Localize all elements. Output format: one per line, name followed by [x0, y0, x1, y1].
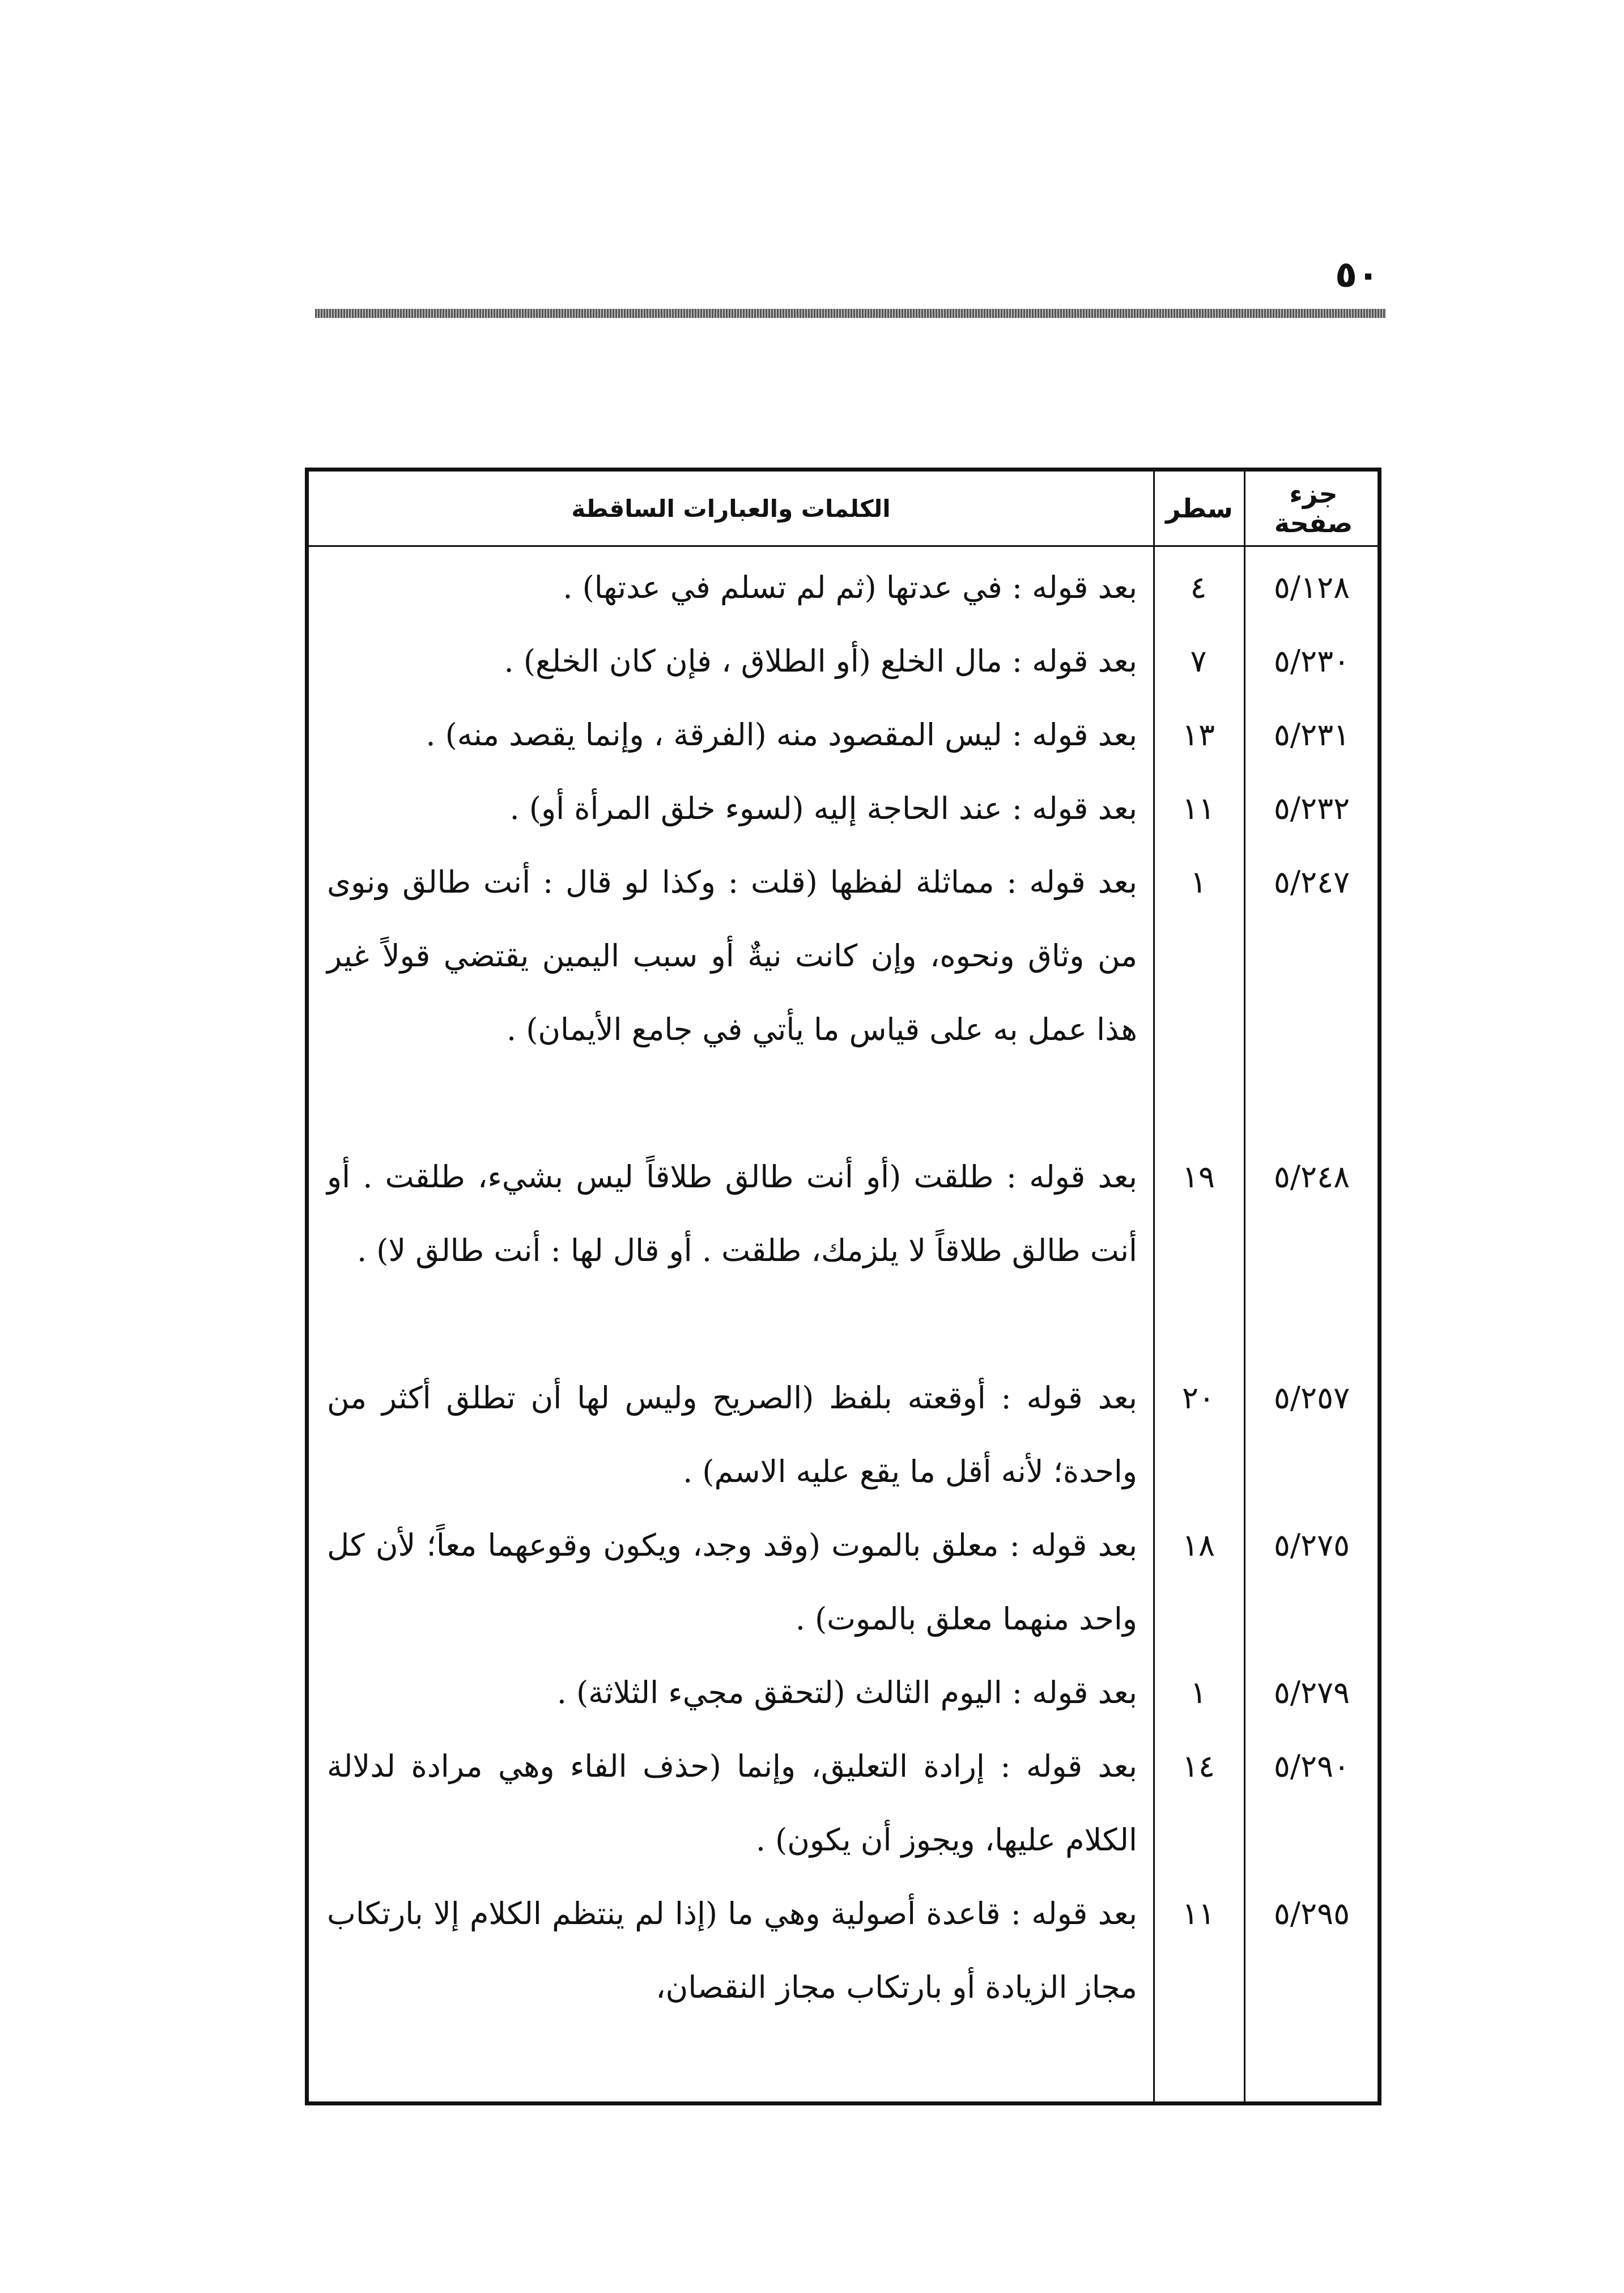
row-line: ١: [1190, 1675, 1207, 1710]
row-line: ١٩: [1181, 1159, 1215, 1195]
header-rule: [315, 309, 1386, 318]
row-page: ٥/٢٣٢: [1273, 791, 1350, 826]
header-text-column: الكلمات والعبارات الساقطة: [571, 494, 891, 523]
row-text: بعد قوله : عند الحاجة إليه (لسوء خلق المرأة أو) .: [509, 791, 1137, 826]
row-text: بعد قوله : قاعدة أصولية وهي ما (إذا لم ينتظم الكلام إلا بارتكاب مجاز الزيادة أو بارتكاب مجاز النقصان،: [327, 1896, 1137, 2005]
row-line: ١١: [1181, 1896, 1215, 1931]
row-page: ٥/٢٤٨: [1273, 1159, 1350, 1195]
header-page-label: صفحة: [1274, 508, 1353, 538]
row-line: ١: [1190, 864, 1207, 900]
row-line: ١٤: [1181, 1748, 1215, 1784]
row-line: ١٣: [1181, 717, 1215, 753]
row-line: ١١: [1181, 791, 1215, 826]
row-text: بعد قوله : في عدتها (ثم لم تسلم في عدتها) .: [563, 570, 1137, 605]
row-text: بعد قوله : مال الخلع (أو الطلاق ، فإن كان الخلع) .: [504, 643, 1137, 679]
omissions-table: [305, 468, 1381, 2105]
row-text: بعد قوله : معلق بالموت (وقد وجد، ويكون وقوعهما معاً؛ لأن كل واحد منهما معلق بالموت) .: [327, 1527, 1137, 1637]
row-text: بعد قوله : ليس المقصود منه (الفرقة ، وإنما يقصد منه) .: [426, 717, 1137, 753]
page-number: ٥٠: [1334, 254, 1380, 296]
header-divider: [309, 545, 1378, 547]
row-page: ٥/٢٧٩: [1273, 1675, 1350, 1710]
row-page: ٥/٢٧٥: [1273, 1527, 1350, 1563]
row-page: ٥/٢٣٠: [1273, 643, 1350, 679]
row-page: ٥/٢٥٧: [1273, 1380, 1350, 1416]
row-page: ٥/٢٩٠: [1273, 1748, 1350, 1784]
row-page: ٥/١٢٨: [1273, 570, 1350, 605]
row-line: ٤: [1190, 570, 1207, 605]
row-text: بعد قوله : مماثلة لفظها (قلت : وكذا لو قال : أنت طالق ونوى من وثاق ونحوه، وإن كانت نيةٌ أو سبب اليمين يقتضي قولاً غير هذا عمل به على قياس ما يأتي في جامع الأيمان) .: [327, 864, 1137, 1047]
row-text: بعد قوله : اليوم الثالث (لتحقق مجيء الثلاثة) .: [556, 1675, 1137, 1710]
row-page: ٥/٢٣١: [1273, 717, 1350, 753]
header-part-label: جزء: [1289, 478, 1338, 509]
row-text: بعد قوله : طلقت (أو أنت طالق طلاقاً ليس بشيء، طلقت . أو أنت طالق طلاقاً لا يلزمك، طلقت . أو قال لها : أنت طالق لا) .: [327, 1159, 1137, 1268]
row-line: ٢٠: [1181, 1380, 1215, 1416]
row-page: ٥/٢٤٧: [1273, 864, 1350, 900]
row-text: بعد قوله : أوقعته بلفظ (الصريح وليس لها أن تطلق أكثر من واحدة؛ لأنه أقل ما يقع عليه الاسم) .: [327, 1380, 1137, 1489]
column-divider: [1244, 472, 1245, 2101]
header-line-column: سطر: [1166, 493, 1233, 524]
column-divider: [1153, 472, 1155, 2101]
row-line: ٧: [1190, 643, 1207, 679]
row-page: ٥/٢٩٥: [1273, 1896, 1350, 1931]
row-line: ١٨: [1181, 1527, 1215, 1563]
header-page-column: [1245, 472, 1381, 545]
row-text: بعد قوله : إرادة التعليق، وإنما (حذف الفاء وهي مرادة لدلالة الكلام عليها، ويجوز أن يكون) .: [327, 1748, 1137, 1858]
